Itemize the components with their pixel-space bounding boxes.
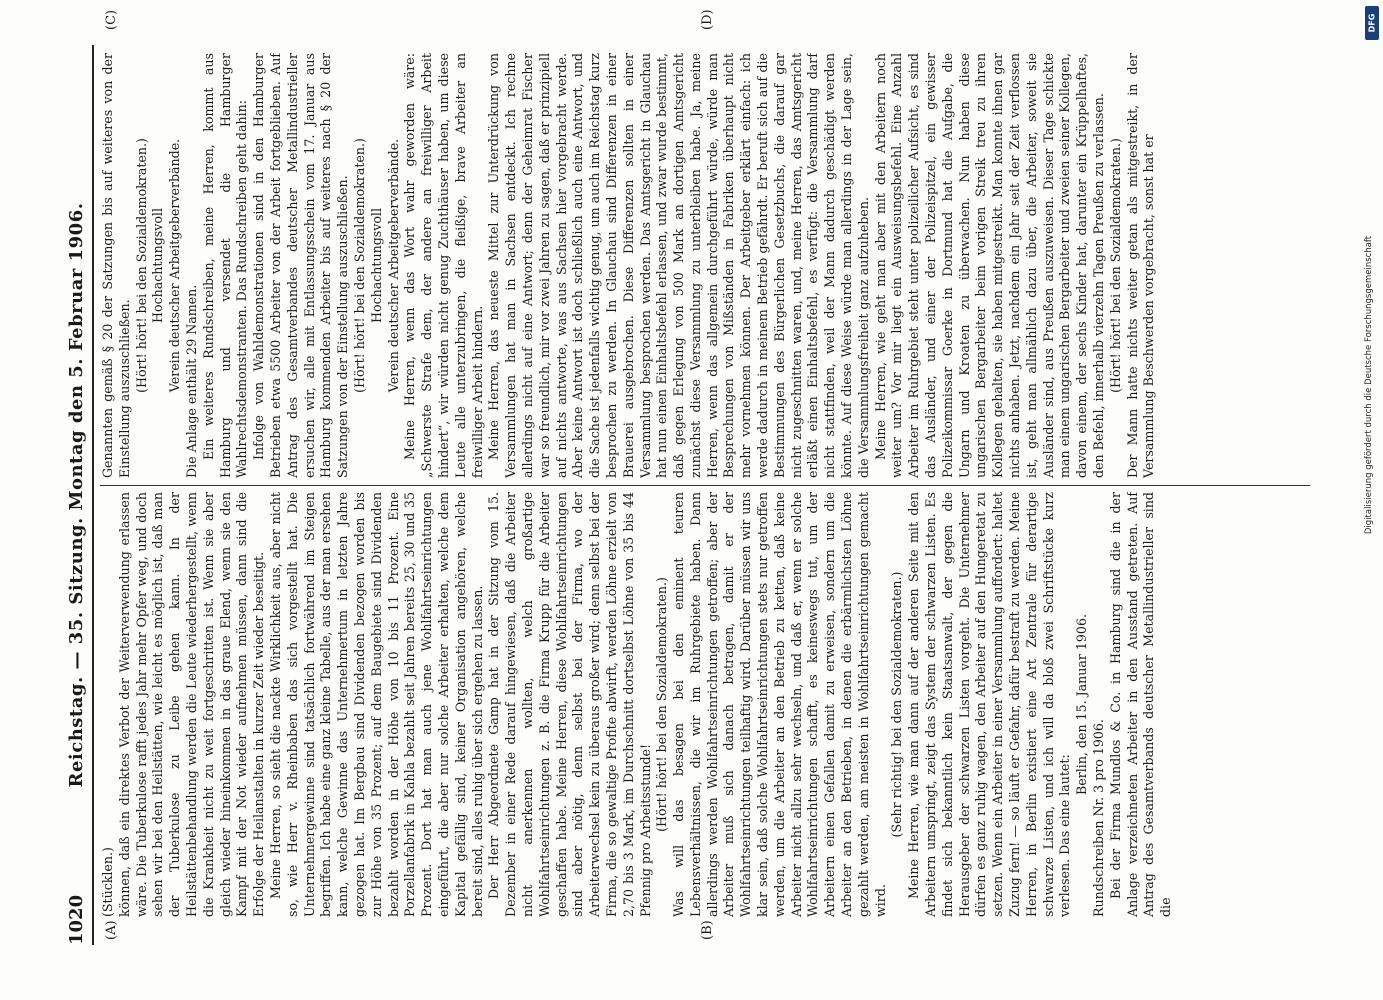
paragraph: Bei der Firma Mundlos & Co. in Hamburg sind die in der Anlage verzeichneten Arbeiter in den Ausstand getreten. Auf Antrag des Gesamtverbands deutscher Metallindustrieller sind die: [1107, 492, 1174, 917]
paragraph: Meine Herren, wenn das Wort wahr geworden wäre: „Schwerste Strafe dem, der andere an freiwilliger Arbeit hindert“, wir würden nicht genug Zuchthäuser haben, um diese Leute alle unterzubringen, die fleißige, brave Arbeiter an freiwilliger Arbeit hindern.: [402, 53, 485, 478]
digitization-credit: [1359, 0, 1379, 1000]
paragraph: Infolge von Wahldemonstrationen sind in den Hamburger Betrieben etwa 5500 Arbeiter von der Arbeit fortgeblieben. Auf Antrag des Gesamtverbandes deutscher Metallindustrieller ersuchen wir, alle mit Entlassungsschein vom 17. Januar aus Hamburg kommenden Arbeiter bis auf weiteres nach § 20 der Satzungen von der Einstellung auszuschließen.: [251, 53, 351, 478]
paragraph: Hochachtungsvoll: [368, 208, 384, 323]
paragraph: Meine Herren, so sieht die nackte Wirklichkeit aus, aber nicht so, wie Herr v. Rheinbaben das sich vorgestellt hat. Die Unternehmergewinne sind tatsächlich fortwährend im Steigen begriffen. Ich habe eine ganz kleine Tabelle, aus der man ersehen kann, welche Gewinne das Unternehmertum in letzten Jahre gezogen hat. Im Bergbau sind Dividenden bezogen worden bis zur Höhe von 35 Prozent; auf dem Baugebiete sind Dividenden bezahlt worden in der Höhe von 10 bis 11 Prozent. Eine Porzellanfabrik in Kahla bezahlt seit Jahren bereits 25, 30 und 35 Prozent. Dort hat man auch jene Wohlfahrtseinrichtungen eingeführt, die aber nur solche Arbeiter erhalten, welche dem Kapital gefällig sind, keiner Organisation angehören, welche bereit sind, alles ruhig über sich ergehen zu lassen.: [267, 492, 485, 917]
column-divider: [100, 485, 1310, 486]
interjection: (Sehr richtig! bei den Sozialdemokraten.): [889, 571, 905, 838]
interjection: (Hört! hört! bei den Sozialdemokraten.): [351, 138, 367, 393]
paragraph: Rundschreiben Nr. 3 pro 1906.: [1091, 719, 1107, 917]
paragraph: Der Herr Abgeordnete Gamp hat in der Sitzung vom 15. Dezember in einer Rede darauf hingewiesen, daß die Arbeiter nicht anerkennen wollten, welch großartige Wohlfahrtseinrichtungen z. B. die Firma Krupp für die Arbeiter geschaffen habe. Meine Herren, diese Wohlfahrtseinrichtungen sind aber nötig, denn selbst bei der Firma, wo der Arbeiterwechsel kein zu überaus großer wird; denn selbst bei der Firma, die so gewaltige Profite abwirft, werden Löhne erzielt von 2,70 bis 3 Mark, im Durchschnitt dortselbst Löhne von 35 bis 44 Pfennig pro Arbeitsstunde!: [486, 492, 653, 917]
paragraph: Die Anlage enthält 29 Namen.: [183, 284, 199, 478]
margin-marker-d: (D): [700, 9, 715, 30]
page-header: [62, 45, 92, 945]
paragraph: Verein deutscher Arbeitgeberverbände.: [385, 138, 401, 393]
paragraph: (Stücklen.): [100, 847, 115, 917]
margin-marker-c: (C): [104, 9, 119, 30]
interjection: (Hört! hört! bei den Sozialdemokraten.): [654, 577, 670, 832]
paragraph: Berlin, den 15. Januar 1906.: [1074, 614, 1090, 795]
right-text-column: [100, 53, 1320, 478]
paragraph: Was will das besagen bei den eminent teuren Lebensverhältnissen, die wir im Ruhrgebiete haben. Dann allerdings werden Wohlfahrtseinrichtungen getroffen; aber der Arbeiter muß sich danach betragen, damit er der Wohlfahrtseinrichtungen teilhaftig wird. Darüber müssen wir uns klar sein, daß solche Wohlfahrtseinrichtungen stets nur getroffen werden, um die Arbeiter an den Betrieb zu ketten, daß keine Arbeiter nicht allzu sehr wechseln, und daß er, wenn er solche Wohlfahrtseinrichtungen schafft, es keineswegs tut, um der Arbeitern einen Gefallen damit zu erweisen, sondern um die Arbeiter an den Betrieben, in denen die erbärmlichsten Löhne gezahlt werden, am meisten in Wohlfahrtseinrichtungen gemacht wird.: [671, 492, 888, 917]
paragraph: Ein weiteres Rundschreiben, meine Herren, kommt aus Hamburg und versendet die Hamburger Wahlrechtsdemonstranten. Das Rundschreiben geht dahin:: [200, 53, 250, 478]
interjection: (Hört! hört! bei den Sozialdemokraten.): [1107, 138, 1123, 393]
header-rule: [92, 45, 94, 945]
paragraph: Verein deutscher Arbeitgeberverbände.: [167, 138, 183, 393]
margin-marker-b: (B): [700, 920, 715, 940]
left-text-column: [100, 492, 1320, 917]
digitization-credit-text: Digitalisierung gefördert durch die Deutsche Forschungsgemeinschaft: [1364, 235, 1374, 535]
margin-marker-a: (A): [104, 920, 119, 940]
interjection: (Hört! hört! bei den Sozialdemokraten.): [133, 138, 149, 393]
paragraph: Genannten gemäß § 20 der Satzungen bis auf weiteres von der Einstellung auszuschließen.: [100, 53, 132, 478]
paragraph: Meine Herren, wie geht man aber mit den Arbeitern noch weiter um? Vor mir liegt ein Ausweisungsbefehl. Eine Anzahl Arbeiter im Ruhrgebiet steht unter polizeilicher Aufsicht, es sind das Ausländer, und einer der Polizeispitzel, ein gewisser Polizeikommissar Goerke in Dortmund hat die Aufgabe, die Ungarn und Kroaten zu überwachen. Nun haben diese ungarischen Bergarbeiter beim vorigen Streik treu zu ihren Kollegen gehalten, sie haben mitgestreikt. Man konnte ihnen gar nichts anhaben. Jetzt, nachdem ein Jahr seit der Zeit verflossen ist, geht man allmählich dazu über, die Arbeiter, soweit sie Ausländer sind, aus Preußen auszuweisen. Dieser Tage schickte man einem ungarischen Bergarbeiter und zweien seiner Kollegen, davon einem, der sechs Kinder hat, darunter ein Krüppelhaftes, den Befehl, innerhalb vierzehn Tagen Preußen zu verlassen.: [872, 53, 1107, 478]
paragraph: Meine Herren, das neueste Mittel zur Unterdrückung von Versammlungen hat man in Sachsen entdeckt. Ich rechne allerdings nicht auf eine Antwort; denn der Geheimrat Fischer war so freundlich, mir vor zwei Jahren zu sagen, daß er prinzipiell auf nichts antworte, was aus Sachsen hier vorgebracht werde. Aber keine Antwort ist doch schließlich auch eine Antwort, und die Sache ist jedenfalls wichtig genug, um auch im Reichstag kurz besprochen zu werden. In Glauchau sind Differenzen in einer Brauerei ausgebrochen. Diese Differenzen sollten in einer Versammlung besprochen werden. Das Amtsgericht in Glauchau hat nun einen Einhaltsbefehl erlassen, und zwar wurde bestimmt, daß gegen Erlegung von 500 Mark an dortigen Amtsgericht zunächst diese Versammlung zu unterbleiben habe. Ja, meine Herren, wenn das allgemein durchgeführt würde, würde man Besprechungen von Mißständen in Fabriken überhaupt nicht mehr vornehmen können. Der Arbeitgeber erklärt einfach: ich werde dadurch in meinem Betrieb gefährdt. Er beruft sich auf die Bestimmungen des Bürgerlichen Gesetzbuchs, die darauf gar nicht zugeschnitten waren, und, meine Herren, das Amtsgericht erläßt einen Einhaltsbefehl, es verfügt: die Versammlung darf nicht stattfinden, weil der Mann dadurch geschädigt werden könnte. Auf diese Weise würde man allerdings in der Lage sein, die Versammlungsfreiheit ganz aufzuheben.: [486, 53, 871, 478]
paragraph: Hochachtungsvoll: [150, 208, 166, 323]
paragraph: können, daß ein direktes Verbot der Weiterverwendung erlassen wäre. Die Tuberkulose rafft jedes Jahr mehr Opfer weg, und doch sehen wir bei den Heilstätten, wie leicht es möglich ist, daß man der Tuberkulose zu Leibe gehen kann. In der Heilstättenbehandlung werden die Leute wiederhergestellt, wenn die Krankheit nicht zu weit fortgeschritten ist. Wenn sie aber gleich wieder hineinkommen in das graue Elend, wenn sie den Kampf mit der Not wieder aufnehmen müssen, dann sind die Erfolge der Heilanstalten in kurzer Zeit wieder beseitigt.: [116, 492, 267, 917]
page-number: 1020: [66, 894, 87, 945]
page-title: Reichstag. — 35. Sitzung. Montag den 5. Februar 1906.: [66, 202, 87, 788]
paragraph: Meine Herren, wie man dann auf der anderen Seite mit den Arbeitern umspringt, zeigt das System der schwarzen Listen. Es findet sich bekanntlich kein Staatsanwalt, der gegen die Herausgeber der schwarzen Listen vorgeht. Die Unternehmer dürfen es ganz ruhig wagen, den Arbeiter auf den Hungeretat zu setzen. Wenn ein Arbeiter in einer Versammlung auffordert: haltet Zuzug fern! — so läuft er Gefahr, dafür bestraft zu werden. Meine Herren, in Berlin existiert eine Art Zentrale für derartige schwarze Listen, und ich will da bloß zwei Schriftstücke kurz verlesen. Das eine lautet:: [906, 492, 1073, 917]
paragraph: Der Mann hatte nichts weiter getan als mitgestreikt, in der Versammlung Beschwerden vorgebracht, sonst hat er: [1124, 53, 1157, 478]
dfg-logo-text: DFG: [1367, 13, 1377, 33]
